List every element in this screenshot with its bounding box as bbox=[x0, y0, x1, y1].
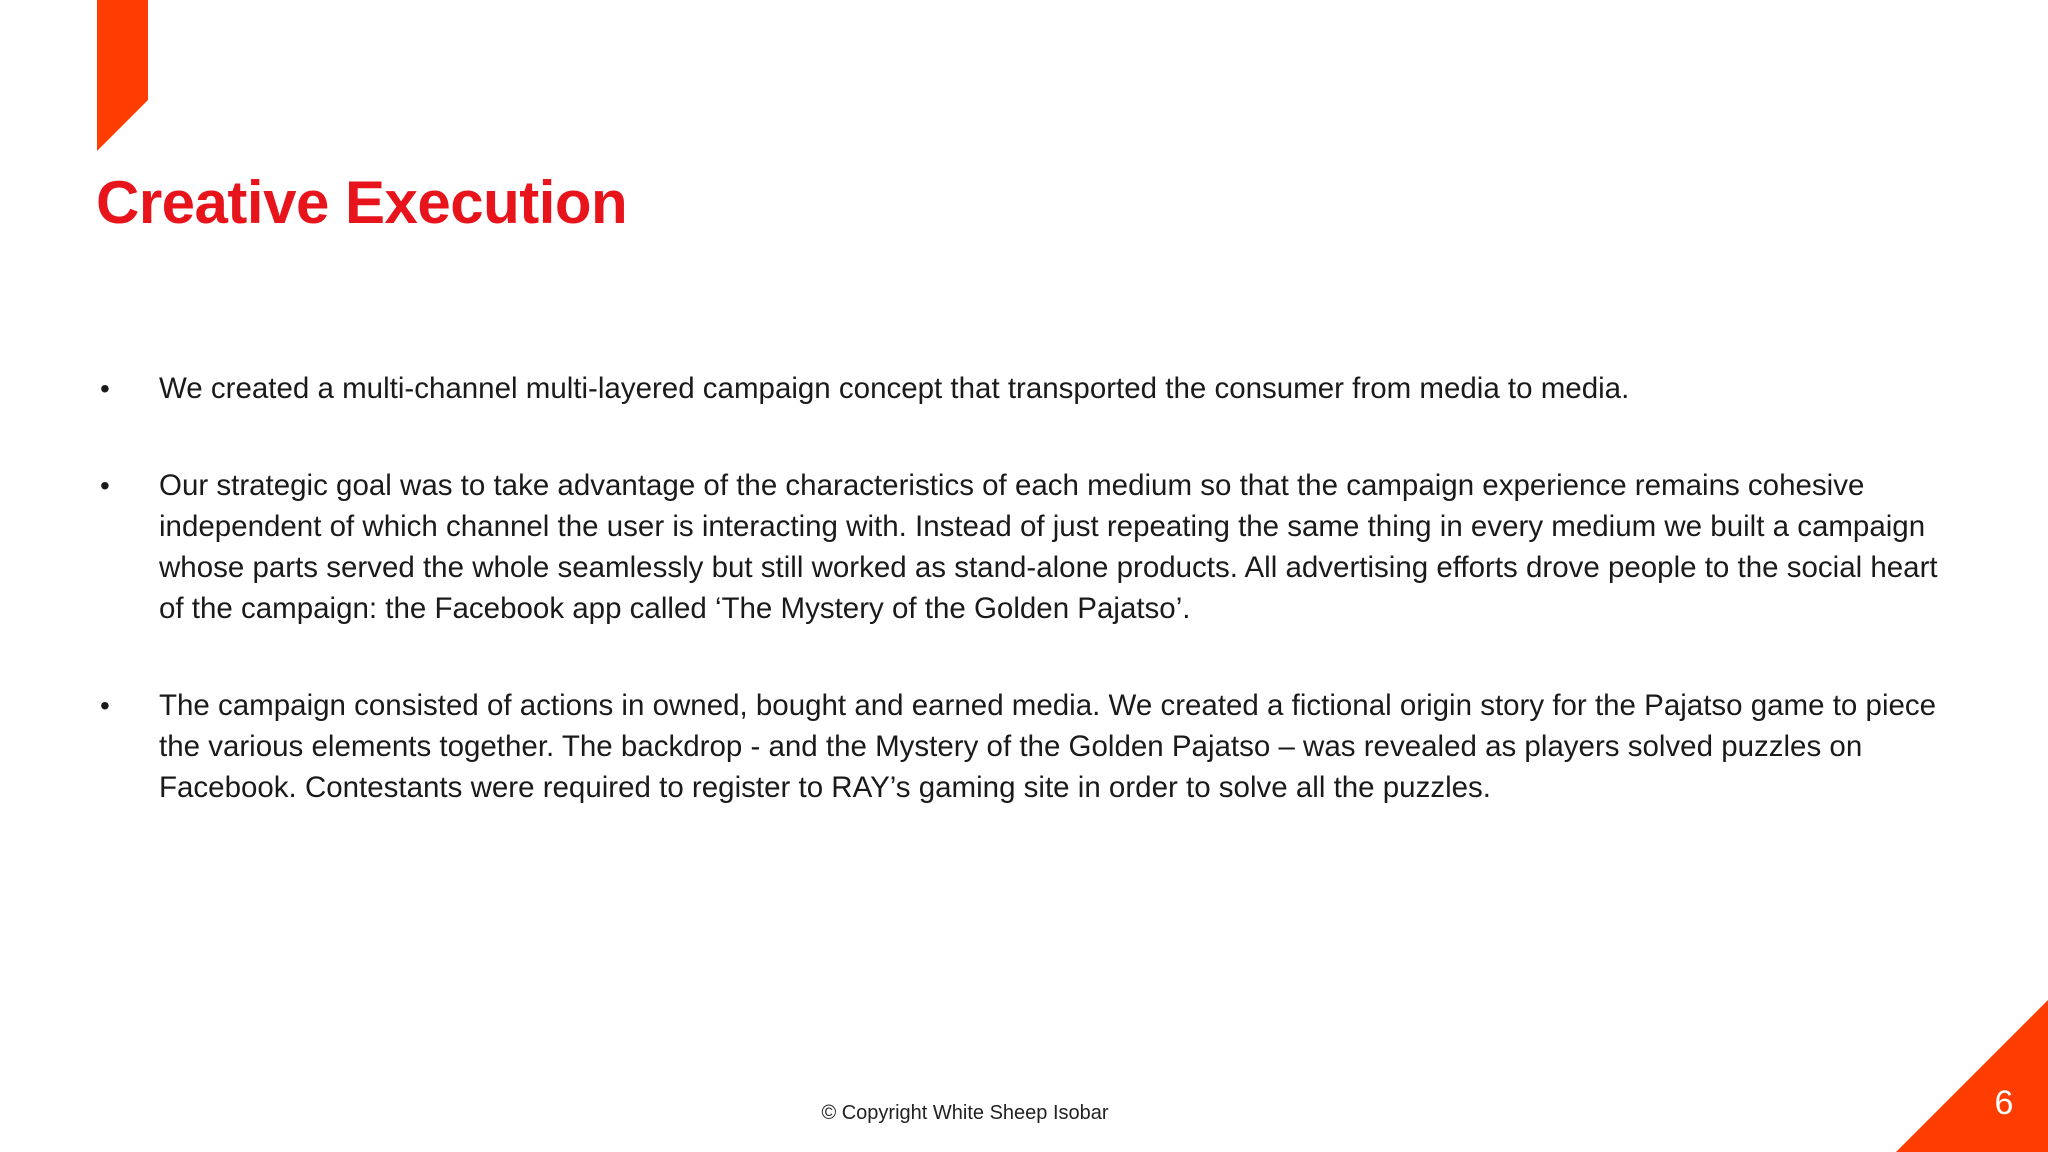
bullet-item bbox=[96, 465, 1956, 629]
copyright-footer: © Copyright White Sheep Isobar bbox=[821, 1102, 1109, 1124]
bullet-text: Our strategic goal was to take advantage of the characteristics of each medium so that the campaign experience remains cohesive independent of which channel the user is interacting with. Instead of just repeating the same thing in every medium we built a campaign whose parts served the whole seamlessly but still worked as stand-alone products. All advertising efforts drove people to the social heart of the campaign: the Facebook app called ‘The Mystery of the Golden Pajatso’. bbox=[159, 469, 1938, 625]
bullet-text: The campaign consisted of actions in owned, bought and earned media. We created a fictional origin story for the Pajatso game to piece the various elements together. The backdrop - and the Mystery of the Golden Pajatso – was revealed as players solved puzzles on Facebook. Contestants were required to register to RAY’s gaming site in order to solve all the puzzles. bbox=[159, 689, 1937, 804]
bullet-item bbox=[96, 685, 1956, 808]
slide-title: Creative Execution bbox=[96, 169, 628, 236]
bullet-marker: • bbox=[100, 470, 110, 501]
corner-tab-decoration bbox=[97, 0, 148, 151]
bullet-list bbox=[96, 368, 1956, 864]
bullet-marker: • bbox=[100, 690, 110, 721]
bullet-marker: • bbox=[100, 373, 110, 404]
bullet-item bbox=[96, 368, 1956, 409]
bullet-text: We created a multi-channel multi-layered campaign concept that transported the consumer from media to media. bbox=[159, 372, 1630, 405]
page-number: 6 bbox=[1994, 1084, 2014, 1122]
corner-triangle-decoration bbox=[1896, 1000, 2048, 1152]
